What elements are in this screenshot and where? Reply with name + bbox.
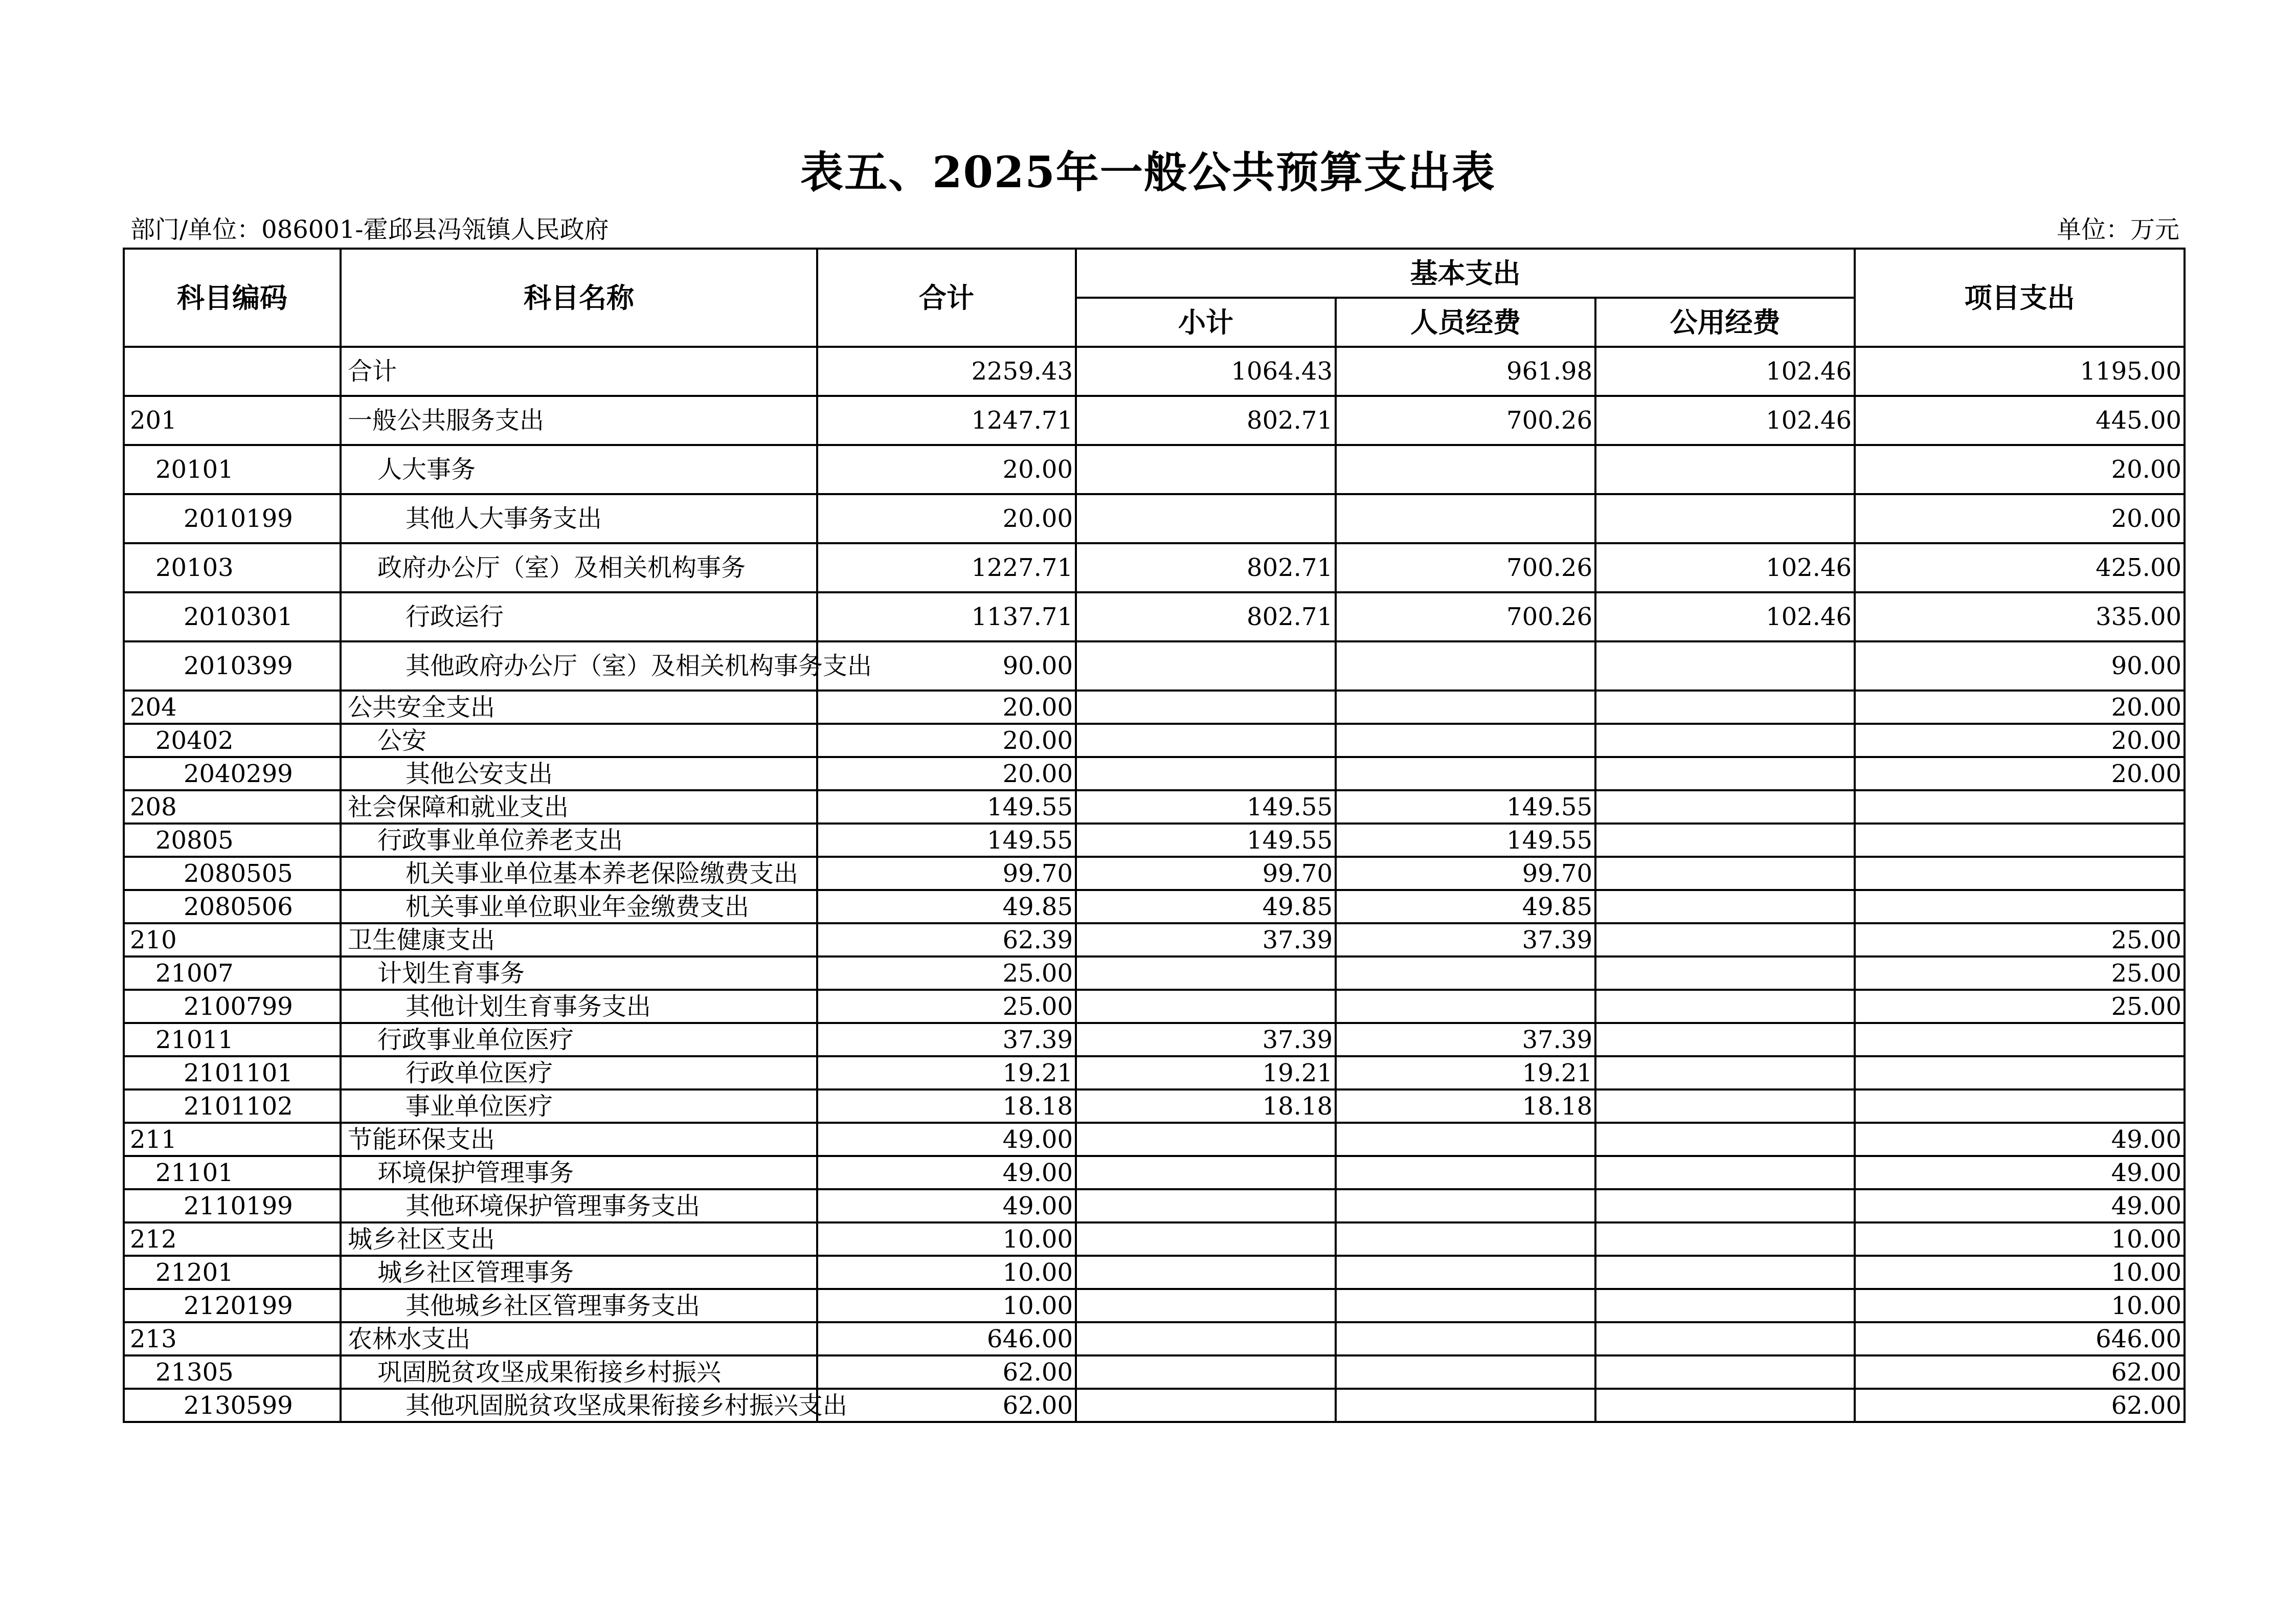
cell-subtotal bbox=[1076, 757, 1336, 790]
cell-project bbox=[1855, 1023, 2185, 1056]
cell-personnel bbox=[1336, 1156, 1595, 1189]
header-total: 合计 bbox=[817, 249, 1076, 347]
header-public: 公用经费 bbox=[1595, 298, 1855, 347]
table-row bbox=[124, 1156, 2185, 1189]
cell-project bbox=[1855, 790, 2185, 824]
cell-project: 425.00 bbox=[1855, 543, 2185, 592]
table-row bbox=[124, 790, 2185, 824]
table-row bbox=[124, 1023, 2185, 1056]
unit-label: 单位：万元 bbox=[2056, 215, 2179, 244]
cell-project: 20.00 bbox=[1855, 757, 2185, 790]
header-personnel: 人员经费 bbox=[1336, 298, 1595, 347]
cell-personnel: 961.98 bbox=[1336, 347, 1595, 396]
cell-project: 10.00 bbox=[1855, 1256, 2185, 1289]
cell-total: 10.00 bbox=[817, 1289, 1076, 1322]
cell-public: 102.46 bbox=[1595, 543, 1855, 592]
cell-code: 2080506 bbox=[124, 890, 341, 923]
cell-public bbox=[1595, 923, 1855, 956]
cell-subtotal: 149.55 bbox=[1076, 790, 1336, 824]
cell-personnel: 700.26 bbox=[1336, 543, 1595, 592]
department-label: 部门/单位：086001-霍邱县冯瓴镇人民政府 bbox=[130, 215, 609, 244]
table-row bbox=[124, 956, 2185, 990]
cell-subtotal bbox=[1076, 445, 1336, 494]
table-row bbox=[124, 543, 2185, 592]
cell-total: 62.39 bbox=[817, 923, 1076, 956]
cell-personnel bbox=[1336, 1355, 1595, 1389]
cell-personnel bbox=[1336, 990, 1595, 1023]
cell-personnel bbox=[1336, 757, 1595, 790]
cell-project: 646.00 bbox=[1855, 1322, 2185, 1355]
cell-code: 201 bbox=[124, 396, 341, 445]
cell-personnel bbox=[1336, 445, 1595, 494]
cell-name: 行政单位医疗 bbox=[341, 1056, 817, 1089]
cell-public bbox=[1595, 445, 1855, 494]
cell-public: 102.46 bbox=[1595, 396, 1855, 445]
cell-personnel bbox=[1336, 1322, 1595, 1355]
cell-public bbox=[1595, 890, 1855, 923]
cell-project: 62.00 bbox=[1855, 1355, 2185, 1389]
header-subtotal: 小计 bbox=[1076, 298, 1336, 347]
table-row bbox=[124, 1322, 2185, 1355]
cell-name: 行政事业单位养老支出 bbox=[341, 824, 817, 857]
cell-public bbox=[1595, 1123, 1855, 1156]
cell-personnel bbox=[1336, 1289, 1595, 1322]
cell-project: 20.00 bbox=[1855, 494, 2185, 543]
cell-subtotal bbox=[1076, 990, 1336, 1023]
cell-name: 节能环保支出 bbox=[341, 1123, 817, 1156]
cell-total: 1227.71 bbox=[817, 543, 1076, 592]
cell-public bbox=[1595, 956, 1855, 990]
cell-name: 一般公共服务支出 bbox=[341, 396, 817, 445]
cell-code: 208 bbox=[124, 790, 341, 824]
cell-personnel bbox=[1336, 691, 1595, 724]
cell-name: 政府办公厅（室）及相关机构事务 bbox=[341, 543, 817, 592]
cell-code: 213 bbox=[124, 1322, 341, 1355]
header-project: 项目支出 bbox=[1855, 249, 2185, 347]
table-row bbox=[124, 757, 2185, 790]
table-row bbox=[124, 641, 2185, 691]
cell-total: 19.21 bbox=[817, 1056, 1076, 1089]
table-row bbox=[124, 1123, 2185, 1156]
cell-name: 社会保障和就业支出 bbox=[341, 790, 817, 824]
cell-subtotal: 802.71 bbox=[1076, 543, 1336, 592]
cell-project: 335.00 bbox=[1855, 592, 2185, 641]
cell-public bbox=[1595, 1322, 1855, 1355]
cell-name: 卫生健康支出 bbox=[341, 923, 817, 956]
cell-public bbox=[1595, 1023, 1855, 1056]
cell-personnel: 149.55 bbox=[1336, 824, 1595, 857]
cell-project: 25.00 bbox=[1855, 923, 2185, 956]
cell-subtotal: 18.18 bbox=[1076, 1089, 1336, 1123]
cell-total: 49.00 bbox=[817, 1123, 1076, 1156]
cell-total: 90.00 bbox=[817, 641, 1076, 691]
cell-name: 其他计划生育事务支出 bbox=[341, 990, 817, 1023]
cell-code: 2010199 bbox=[124, 494, 341, 543]
table-row bbox=[124, 494, 2185, 543]
cell-subtotal bbox=[1076, 691, 1336, 724]
cell-name: 机关事业单位基本养老保险缴费支出 bbox=[341, 857, 817, 890]
cell-subtotal bbox=[1076, 494, 1336, 543]
table-row bbox=[124, 1355, 2185, 1389]
cell-subtotal bbox=[1076, 641, 1336, 691]
cell-public bbox=[1595, 691, 1855, 724]
table-row bbox=[124, 890, 2185, 923]
cell-personnel: 99.70 bbox=[1336, 857, 1595, 890]
cell-subtotal: 149.55 bbox=[1076, 824, 1336, 857]
cell-code: 20402 bbox=[124, 724, 341, 757]
table-row bbox=[124, 592, 2185, 641]
cell-project: 49.00 bbox=[1855, 1156, 2185, 1189]
table-row bbox=[124, 396, 2185, 445]
cell-name: 行政运行 bbox=[341, 592, 817, 641]
cell-project: 10.00 bbox=[1855, 1289, 2185, 1322]
cell-subtotal bbox=[1076, 956, 1336, 990]
cell-code: 21201 bbox=[124, 1256, 341, 1289]
cell-total: 10.00 bbox=[817, 1222, 1076, 1256]
cell-code: 2040299 bbox=[124, 757, 341, 790]
cell-code: 211 bbox=[124, 1123, 341, 1156]
budget-table bbox=[123, 248, 2186, 1423]
cell-code: 2100799 bbox=[124, 990, 341, 1023]
table-row bbox=[124, 1222, 2185, 1256]
cell-code: 21011 bbox=[124, 1023, 341, 1056]
cell-project: 445.00 bbox=[1855, 396, 2185, 445]
header-code: 科目编码 bbox=[124, 249, 341, 347]
cell-personnel bbox=[1336, 724, 1595, 757]
table-row bbox=[124, 857, 2185, 890]
table-row bbox=[124, 1089, 2185, 1123]
cell-total: 149.55 bbox=[817, 790, 1076, 824]
cell-personnel bbox=[1336, 1256, 1595, 1289]
cell-personnel: 37.39 bbox=[1336, 923, 1595, 956]
cell-code: 20805 bbox=[124, 824, 341, 857]
cell-public bbox=[1595, 857, 1855, 890]
cell-total: 25.00 bbox=[817, 990, 1076, 1023]
cell-code: 212 bbox=[124, 1222, 341, 1256]
cell-code: 2120199 bbox=[124, 1289, 341, 1322]
cell-total: 49.00 bbox=[817, 1189, 1076, 1222]
cell-name: 其他环境保护管理事务支出 bbox=[341, 1189, 817, 1222]
cell-public bbox=[1595, 641, 1855, 691]
cell-subtotal bbox=[1076, 1189, 1336, 1222]
cell-code: 21007 bbox=[124, 956, 341, 990]
cell-subtotal: 37.39 bbox=[1076, 923, 1336, 956]
cell-name: 公安 bbox=[341, 724, 817, 757]
cell-subtotal: 99.70 bbox=[1076, 857, 1336, 890]
cell-personnel: 18.18 bbox=[1336, 1089, 1595, 1123]
cell-personnel bbox=[1336, 494, 1595, 543]
cell-total: 99.70 bbox=[817, 857, 1076, 890]
cell-subtotal bbox=[1076, 1222, 1336, 1256]
cell-public bbox=[1595, 494, 1855, 543]
cell-project: 20.00 bbox=[1855, 445, 2185, 494]
cell-project: 20.00 bbox=[1855, 691, 2185, 724]
cell-code: 21101 bbox=[124, 1156, 341, 1189]
cell-subtotal bbox=[1076, 1156, 1336, 1189]
cell-subtotal: 37.39 bbox=[1076, 1023, 1336, 1056]
cell-code bbox=[124, 347, 341, 396]
page-title: 表五、2025年一般公共预算支出表 bbox=[800, 147, 1496, 197]
cell-subtotal bbox=[1076, 1289, 1336, 1322]
cell-total: 2259.43 bbox=[817, 347, 1076, 396]
cell-total: 18.18 bbox=[817, 1089, 1076, 1123]
cell-name: 巩固脱贫攻坚成果衔接乡村振兴 bbox=[341, 1355, 817, 1389]
table-row bbox=[124, 724, 2185, 757]
cell-subtotal bbox=[1076, 1322, 1336, 1355]
cell-subtotal: 802.71 bbox=[1076, 396, 1336, 445]
cell-name: 人大事务 bbox=[341, 445, 817, 494]
cell-public bbox=[1595, 824, 1855, 857]
cell-public bbox=[1595, 724, 1855, 757]
cell-project: 20.00 bbox=[1855, 724, 2185, 757]
cell-project: 25.00 bbox=[1855, 990, 2185, 1023]
table-row bbox=[124, 1389, 2185, 1422]
cell-total: 37.39 bbox=[817, 1023, 1076, 1056]
cell-name: 合计 bbox=[341, 347, 817, 396]
cell-personnel: 49.85 bbox=[1336, 890, 1595, 923]
cell-name: 事业单位医疗 bbox=[341, 1089, 817, 1123]
cell-personnel: 37.39 bbox=[1336, 1023, 1595, 1056]
table-row bbox=[124, 990, 2185, 1023]
cell-total: 25.00 bbox=[817, 956, 1076, 990]
cell-project: 1195.00 bbox=[1855, 347, 2185, 396]
cell-total: 10.00 bbox=[817, 1256, 1076, 1289]
cell-public: 102.46 bbox=[1595, 347, 1855, 396]
cell-total: 20.00 bbox=[817, 691, 1076, 724]
cell-subtotal: 19.21 bbox=[1076, 1056, 1336, 1089]
cell-name: 其他政府办公厅（室）及相关机构事务支出 bbox=[341, 641, 817, 691]
cell-subtotal bbox=[1076, 1256, 1336, 1289]
cell-code: 2080505 bbox=[124, 857, 341, 890]
cell-name: 城乡社区支出 bbox=[341, 1222, 817, 1256]
cell-project: 49.00 bbox=[1855, 1189, 2185, 1222]
cell-project bbox=[1855, 1056, 2185, 1089]
cell-code: 2010399 bbox=[124, 641, 341, 691]
cell-name: 其他人大事务支出 bbox=[341, 494, 817, 543]
cell-project bbox=[1855, 824, 2185, 857]
table-row bbox=[124, 1256, 2185, 1289]
cell-project: 10.00 bbox=[1855, 1222, 2185, 1256]
cell-code: 21305 bbox=[124, 1355, 341, 1389]
table-row bbox=[124, 1056, 2185, 1089]
table-row bbox=[124, 923, 2185, 956]
cell-personnel: 19.21 bbox=[1336, 1056, 1595, 1089]
cell-project: 25.00 bbox=[1855, 956, 2185, 990]
cell-public bbox=[1595, 757, 1855, 790]
cell-code: 2130599 bbox=[124, 1389, 341, 1422]
cell-total: 1137.71 bbox=[817, 592, 1076, 641]
cell-project bbox=[1855, 890, 2185, 923]
cell-personnel bbox=[1336, 956, 1595, 990]
cell-code: 2101101 bbox=[124, 1056, 341, 1089]
table-row bbox=[124, 1289, 2185, 1322]
header-basic: 基本支出 bbox=[1076, 249, 1855, 298]
cell-project: 62.00 bbox=[1855, 1389, 2185, 1422]
cell-personnel: 700.26 bbox=[1336, 396, 1595, 445]
cell-subtotal bbox=[1076, 724, 1336, 757]
cell-total: 20.00 bbox=[817, 757, 1076, 790]
cell-personnel: 700.26 bbox=[1336, 592, 1595, 641]
cell-total: 20.00 bbox=[817, 724, 1076, 757]
cell-public bbox=[1595, 1355, 1855, 1389]
cell-public bbox=[1595, 1089, 1855, 1123]
cell-public bbox=[1595, 790, 1855, 824]
cell-name: 行政事业单位医疗 bbox=[341, 1023, 817, 1056]
cell-public bbox=[1595, 1056, 1855, 1089]
cell-name: 机关事业单位职业年金缴费支出 bbox=[341, 890, 817, 923]
cell-personnel: 149.55 bbox=[1336, 790, 1595, 824]
cell-subtotal: 1064.43 bbox=[1076, 347, 1336, 396]
cell-total: 49.00 bbox=[817, 1156, 1076, 1189]
cell-public bbox=[1595, 1156, 1855, 1189]
cell-public bbox=[1595, 1256, 1855, 1289]
cell-name: 计划生育事务 bbox=[341, 956, 817, 990]
cell-name: 农林水支出 bbox=[341, 1322, 817, 1355]
cell-personnel bbox=[1336, 1222, 1595, 1256]
cell-personnel bbox=[1336, 1189, 1595, 1222]
table-row bbox=[124, 1189, 2185, 1222]
cell-code: 2110199 bbox=[124, 1189, 341, 1222]
cell-total: 149.55 bbox=[817, 824, 1076, 857]
cell-personnel bbox=[1336, 1389, 1595, 1422]
cell-project bbox=[1855, 1089, 2185, 1123]
cell-total: 49.85 bbox=[817, 890, 1076, 923]
cell-subtotal bbox=[1076, 1355, 1336, 1389]
cell-total: 62.00 bbox=[817, 1355, 1076, 1389]
cell-public bbox=[1595, 990, 1855, 1023]
cell-project: 49.00 bbox=[1855, 1123, 2185, 1156]
cell-subtotal bbox=[1076, 1389, 1336, 1422]
cell-name: 环境保护管理事务 bbox=[341, 1156, 817, 1189]
cell-project bbox=[1855, 857, 2185, 890]
cell-code: 20103 bbox=[124, 543, 341, 592]
cell-subtotal bbox=[1076, 1123, 1336, 1156]
cell-total: 1247.71 bbox=[817, 396, 1076, 445]
cell-code: 210 bbox=[124, 923, 341, 956]
header-name: 科目名称 bbox=[341, 249, 817, 347]
cell-public: 102.46 bbox=[1595, 592, 1855, 641]
cell-total: 646.00 bbox=[817, 1322, 1076, 1355]
cell-total: 20.00 bbox=[817, 445, 1076, 494]
table-row bbox=[124, 445, 2185, 494]
table-row bbox=[124, 347, 2185, 396]
cell-name: 其他公安支出 bbox=[341, 757, 817, 790]
cell-total: 62.00 bbox=[817, 1389, 1076, 1422]
cell-name: 其他城乡社区管理事务支出 bbox=[341, 1289, 817, 1322]
cell-name: 其他巩固脱贫攻坚成果衔接乡村振兴支出 bbox=[341, 1389, 817, 1422]
table-row bbox=[124, 824, 2185, 857]
cell-code: 20101 bbox=[124, 445, 341, 494]
cell-public bbox=[1595, 1189, 1855, 1222]
cell-personnel bbox=[1336, 1123, 1595, 1156]
cell-total: 20.00 bbox=[817, 494, 1076, 543]
cell-name: 城乡社区管理事务 bbox=[341, 1256, 817, 1289]
cell-public bbox=[1595, 1289, 1855, 1322]
cell-subtotal: 802.71 bbox=[1076, 592, 1336, 641]
table-body bbox=[124, 347, 2185, 1422]
cell-name: 公共安全支出 bbox=[341, 691, 817, 724]
table-row bbox=[124, 691, 2185, 724]
cell-project: 90.00 bbox=[1855, 641, 2185, 691]
cell-public bbox=[1595, 1222, 1855, 1256]
cell-personnel bbox=[1336, 641, 1595, 691]
cell-code: 2101102 bbox=[124, 1089, 341, 1123]
cell-code: 204 bbox=[124, 691, 341, 724]
cell-public bbox=[1595, 1389, 1855, 1422]
cell-code: 2010301 bbox=[124, 592, 341, 641]
cell-subtotal: 49.85 bbox=[1076, 890, 1336, 923]
